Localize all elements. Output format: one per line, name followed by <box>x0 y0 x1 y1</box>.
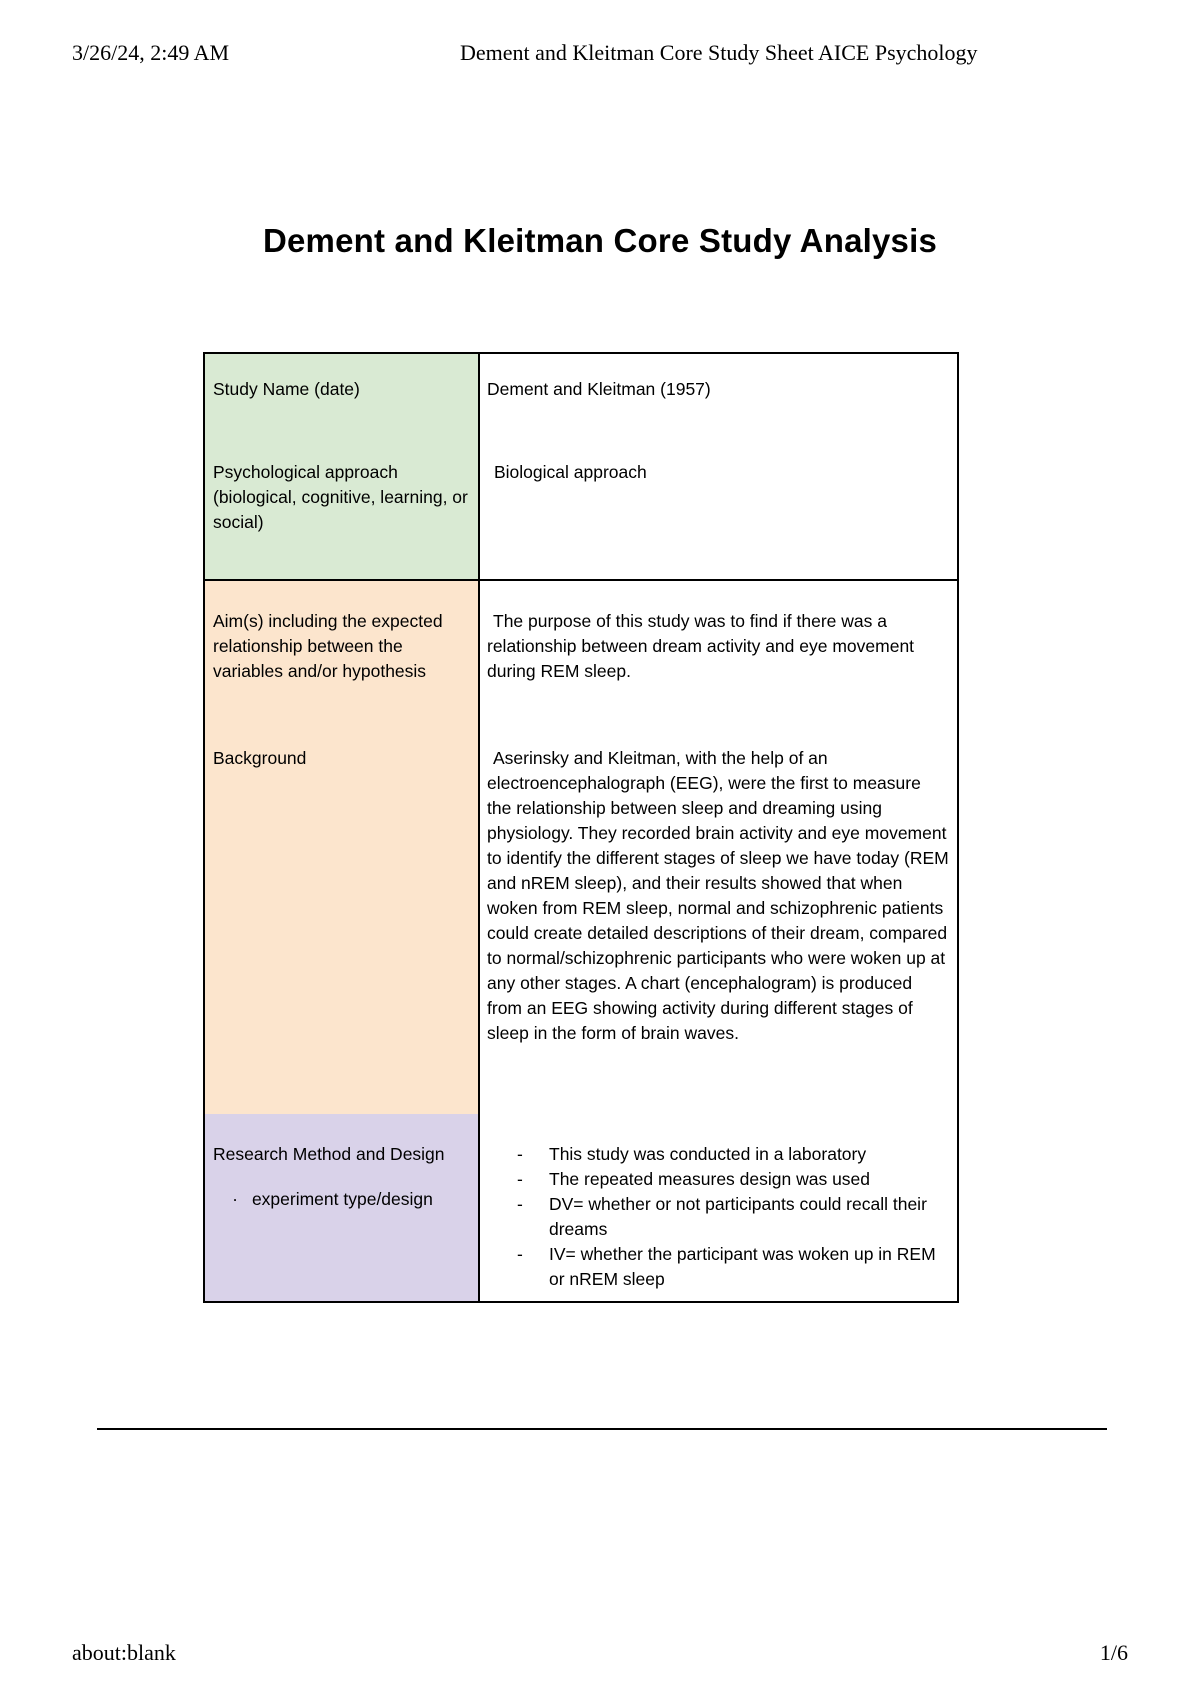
list-item-text: This study was conducted in a laboratory <box>549 1144 867 1164</box>
approach-label: Psychological approach (biological, cognitive, learning, or social) <box>213 462 468 532</box>
table-row-approach <box>204 439 958 580</box>
background-value-cell <box>479 746 958 1114</box>
research-method-value-cell <box>479 1114 958 1302</box>
list-item <box>487 1242 949 1292</box>
aims-value: The purpose of this study was to find if there was a relationship between dream activity and eye movement during REM sleep. <box>487 611 915 681</box>
table-row-aims <box>204 580 958 746</box>
study-name-label-cell <box>204 353 479 439</box>
list-item-text: The repeated measures design was used <box>549 1169 871 1189</box>
experiment-type-design-text: experiment type/design <box>251 1189 433 1209</box>
background-label-cell <box>204 746 479 1114</box>
table-row-background <box>204 746 958 1114</box>
study-analysis-table <box>203 352 959 1303</box>
study-name-value: Dement and Kleitman (1957) <box>487 379 711 399</box>
page-number: 1/6 <box>1099 1640 1128 1665</box>
experiment-type-design-bullet <box>213 1187 472 1212</box>
dash-mark: - <box>517 1169 523 1189</box>
list-item-text: IV= whether the participant was woken up in REM or nREM sleep <box>549 1244 936 1289</box>
print-url: about:blank <box>72 1640 176 1665</box>
list-item <box>487 1192 949 1242</box>
background-value: Aserinsky and Kleitman, with the help of an electroencephalograph (EEG), were the first to measure the relationship between sleep and dreaming using physiology. They recorded brain activity and eye movement to identify the different stages of sleep we have today (REM and nREM sleep), and their results showed that when woken from REM sleep, normal and schizophrenic patients could create detailed descriptions of their dream, compared to normal/schizophrenic participants who were woken up at any other stages. A chart (encephalogram) is produced from an EEG showing activity during different stages of sleep in the form of brain waves. <box>487 748 949 1043</box>
print-header <box>72 40 1128 70</box>
print-datetime: 3/26/24, 2:49 AM <box>72 40 230 65</box>
research-method-list <box>487 1142 949 1292</box>
list-item <box>487 1142 949 1167</box>
dash-mark: - <box>517 1144 523 1164</box>
aims-value-cell <box>479 580 958 746</box>
approach-value-cell <box>479 439 958 580</box>
approach-label-cell <box>204 439 479 580</box>
approach-value: Biological approach <box>494 462 647 482</box>
table-row-study-name <box>204 353 958 439</box>
list-item-text: DV= whether or not participants could recall their dreams <box>549 1194 927 1239</box>
table-row-research-method <box>204 1114 958 1302</box>
bullet-dot: · <box>232 1189 238 1209</box>
print-footer <box>72 1640 1128 1670</box>
aims-label-cell <box>204 580 479 746</box>
list-item <box>487 1167 949 1192</box>
background-label: Background <box>213 748 307 768</box>
horizontal-rule <box>97 1428 1107 1430</box>
study-name-label: Study Name (date) <box>213 379 360 399</box>
research-method-label-cell <box>204 1114 479 1302</box>
dash-mark: - <box>517 1194 523 1214</box>
page-title: Dement and Kleitman Core Study Analysis <box>262 222 938 259</box>
dash-mark: - <box>517 1244 523 1264</box>
research-method-label: Research Method and Design <box>213 1144 445 1164</box>
print-document-title: Dement and Kleitman Core Study Sheet AICE Psychology <box>460 40 978 65</box>
study-name-value-cell <box>479 353 958 439</box>
aims-label: Aim(s) including the expected relationship between the variables and/or hypothesis <box>213 611 443 681</box>
